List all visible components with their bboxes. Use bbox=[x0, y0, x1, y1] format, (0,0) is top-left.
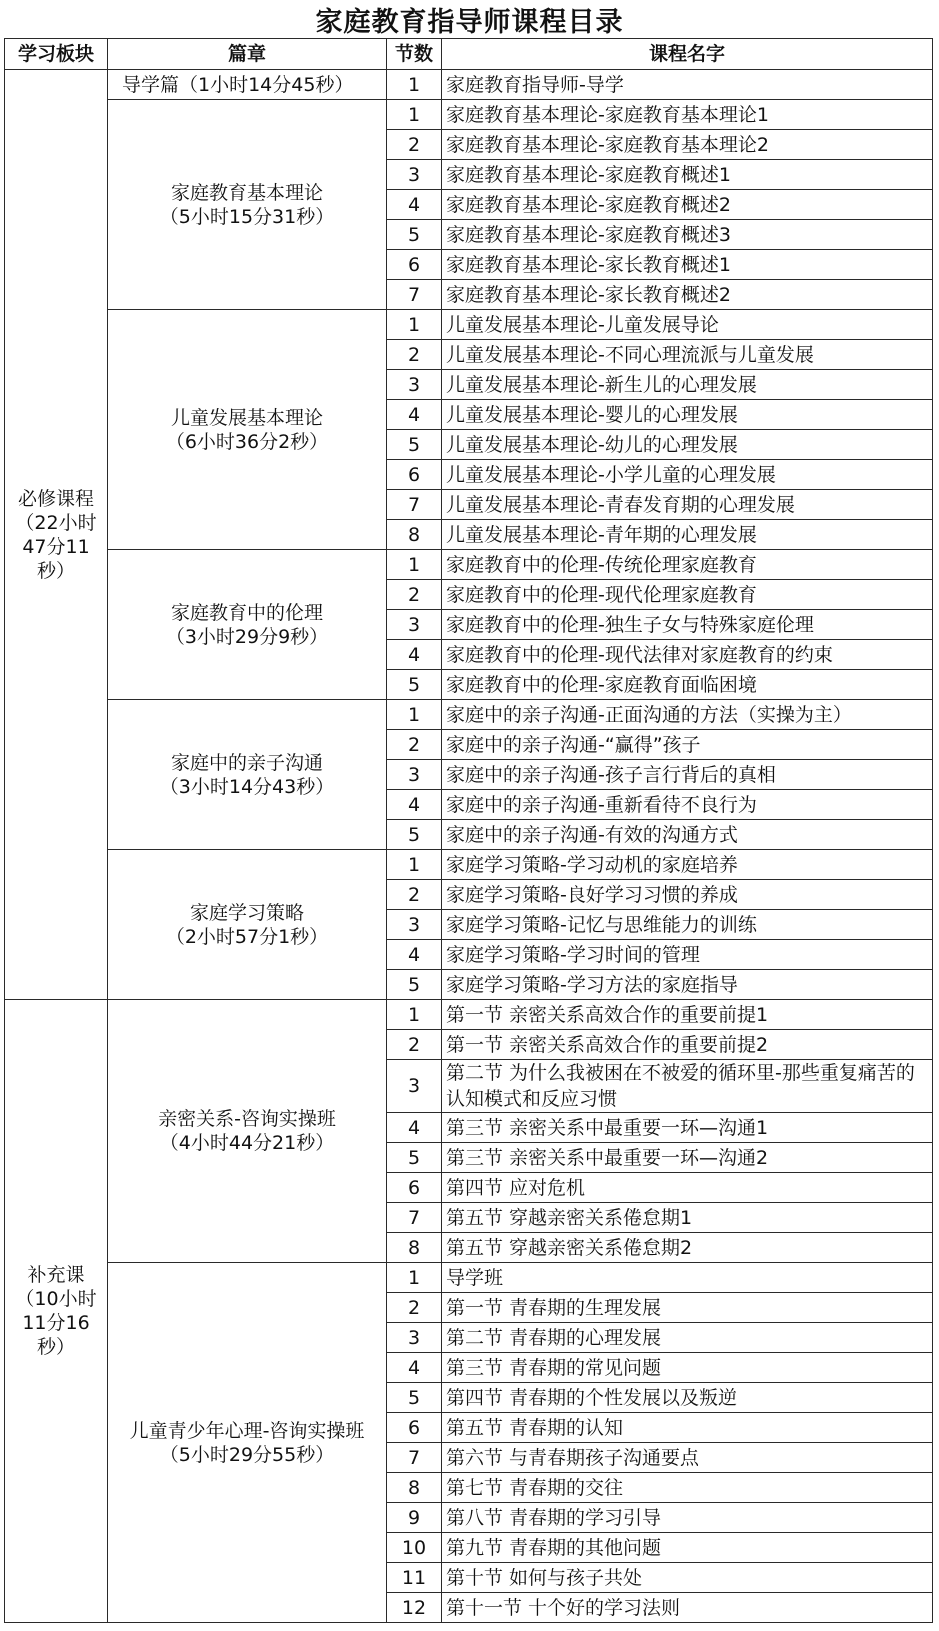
lesson-number: 10 bbox=[387, 1533, 442, 1563]
lesson-number: 5 bbox=[387, 1143, 442, 1173]
lesson-number: 2 bbox=[387, 880, 442, 910]
lesson-number: 9 bbox=[387, 1503, 442, 1533]
course-name: 第九节 青春期的其他问题 bbox=[442, 1533, 933, 1563]
lesson-number: 5 bbox=[387, 970, 442, 1000]
chapter-duration: （3小时29分9秒） bbox=[165, 625, 329, 648]
block-duration: 47分11 bbox=[22, 535, 90, 558]
lesson-number: 4 bbox=[387, 790, 442, 820]
chapter-cell bbox=[108, 70, 387, 100]
lesson-number: 3 bbox=[387, 760, 442, 790]
lesson-number: 4 bbox=[387, 400, 442, 430]
lesson-number: 7 bbox=[387, 490, 442, 520]
chapter-name: 儿童发展基本理论 bbox=[170, 406, 323, 429]
course-name: 家庭教育中的伦理-现代伦理家庭教育 bbox=[442, 580, 933, 610]
lesson-number: 2 bbox=[387, 1030, 442, 1060]
chapter-cell bbox=[108, 1000, 387, 1263]
course-name: 儿童发展基本理论-儿童发展导论 bbox=[442, 310, 933, 340]
chapter-name: 亲密关系-咨询实操班 bbox=[158, 1108, 336, 1130]
lesson-number: 5 bbox=[387, 1383, 442, 1413]
lesson-number: 7 bbox=[387, 1443, 442, 1473]
header-row bbox=[5, 39, 933, 70]
chapter-cell bbox=[108, 310, 387, 550]
course-name: 家庭教育中的伦理-传统伦理家庭教育 bbox=[442, 550, 933, 580]
lesson-number: 2 bbox=[387, 730, 442, 760]
block-duration: 11分16 bbox=[22, 1312, 90, 1334]
course-name: 儿童发展基本理论-幼儿的心理发展 bbox=[442, 430, 933, 460]
course-name: 第十节 如何与孩子共处 bbox=[442, 1563, 933, 1593]
lesson-number: 12 bbox=[387, 1593, 442, 1623]
course-name: 第六节 与青春期孩子沟通要点 bbox=[442, 1443, 933, 1473]
chapter-cell bbox=[108, 550, 387, 700]
chapter-name: 家庭中的亲子沟通 bbox=[170, 751, 323, 774]
header-block: 学习板块 bbox=[5, 39, 108, 70]
header-lesson-number: 节数 bbox=[387, 39, 442, 70]
chapter-cell bbox=[108, 850, 387, 1000]
lesson-number: 2 bbox=[387, 1293, 442, 1323]
table-row bbox=[5, 1000, 933, 1030]
chapter-name: 家庭学习策略 bbox=[189, 901, 304, 924]
course-name: 儿童发展基本理论-青年期的心理发展 bbox=[442, 520, 933, 550]
course-name: 第一节 亲密关系高效合作的重要前提1 bbox=[442, 1000, 933, 1030]
chapter-duration: （5小时15分31秒） bbox=[159, 205, 335, 228]
lesson-number: 6 bbox=[387, 1173, 442, 1203]
lesson-number: 2 bbox=[387, 340, 442, 370]
chapter-name: 家庭教育基本理论 bbox=[170, 181, 323, 204]
lesson-number: 3 bbox=[387, 910, 442, 940]
block-name: 补充课 bbox=[27, 1264, 85, 1286]
course-name: 家庭教育中的伦理-独生子女与特殊家庭伦理 bbox=[442, 610, 933, 640]
course-name: 第四节 青春期的个性发展以及叛逆 bbox=[442, 1383, 933, 1413]
chapter-duration: （3小时14分43秒） bbox=[159, 775, 335, 798]
course-name: 家庭中的亲子沟通-有效的沟通方式 bbox=[442, 820, 933, 850]
block-duration: 秒） bbox=[36, 559, 75, 582]
lesson-number: 3 bbox=[387, 160, 442, 190]
course-name: 儿童发展基本理论-新生儿的心理发展 bbox=[442, 370, 933, 400]
course-name: 家庭中的亲子沟通-“赢得”孩子 bbox=[442, 730, 933, 760]
course-name: 儿童发展基本理论-小学儿童的心理发展 bbox=[442, 460, 933, 490]
course-name: 第一节 亲密关系高效合作的重要前提2 bbox=[442, 1030, 933, 1060]
lesson-number: 7 bbox=[387, 1203, 442, 1233]
chapter-cell bbox=[108, 100, 387, 310]
course-name: 家庭教育中的伦理-现代法律对家庭教育的约束 bbox=[442, 640, 933, 670]
lesson-number: 4 bbox=[387, 640, 442, 670]
course-name: 儿童发展基本理论-青春发育期的心理发展 bbox=[442, 490, 933, 520]
course-name: 家庭教育中的伦理-家庭教育面临困境 bbox=[442, 670, 933, 700]
chapter-cell bbox=[108, 700, 387, 850]
course-table bbox=[4, 38, 933, 1623]
lesson-number: 1 bbox=[387, 100, 442, 130]
table-row bbox=[5, 1263, 933, 1293]
block-duration: （22小时 bbox=[15, 511, 97, 534]
chapter-duration: （5小时29分55秒） bbox=[159, 1443, 335, 1466]
course-name: 家庭学习策略-学习时间的管理 bbox=[442, 940, 933, 970]
lesson-number: 1 bbox=[387, 310, 442, 340]
block-duration: （10小时 bbox=[15, 1288, 97, 1310]
course-name: 家庭学习策略-学习动机的家庭培养 bbox=[442, 850, 933, 880]
lesson-number: 4 bbox=[387, 190, 442, 220]
course-name: 家庭中的亲子沟通-重新看待不良行为 bbox=[442, 790, 933, 820]
lesson-number: 5 bbox=[387, 220, 442, 250]
course-name: 第二节 青春期的心理发展 bbox=[442, 1323, 933, 1353]
course-name: 第三节 亲密关系中最重要一环—沟通2 bbox=[442, 1143, 933, 1173]
table-body bbox=[5, 70, 933, 1623]
table-row bbox=[5, 700, 933, 730]
course-name: 儿童发展基本理论-婴儿的心理发展 bbox=[442, 400, 933, 430]
table-row bbox=[5, 550, 933, 580]
chapter-duration: （2小时57分1秒） bbox=[165, 925, 329, 948]
lesson-number: 8 bbox=[387, 520, 442, 550]
lesson-number: 1 bbox=[387, 1263, 442, 1293]
course-name: 第三节 青春期的常见问题 bbox=[442, 1353, 933, 1383]
course-name: 第五节 穿越亲密关系倦怠期2 bbox=[442, 1233, 933, 1263]
lesson-number: 2 bbox=[387, 130, 442, 160]
block-duration: 秒） bbox=[36, 1336, 75, 1358]
table-row bbox=[5, 70, 933, 100]
course-name: 第八节 青春期的学习引导 bbox=[442, 1503, 933, 1533]
lesson-number: 2 bbox=[387, 580, 442, 610]
table-row bbox=[5, 850, 933, 880]
course-name: 第二节 为什么我被困在不被爱的循环里-那些重复痛苦的认知模式和反应习惯 bbox=[442, 1060, 933, 1113]
lesson-number: 4 bbox=[387, 940, 442, 970]
chapter-cell bbox=[108, 1263, 387, 1623]
course-name: 家庭学习策略-良好学习习惯的养成 bbox=[442, 880, 933, 910]
lesson-number: 3 bbox=[387, 370, 442, 400]
course-name: 家庭教育基本理论-家庭教育基本理论2 bbox=[442, 130, 933, 160]
block-cell bbox=[5, 70, 108, 1000]
lesson-number: 5 bbox=[387, 670, 442, 700]
course-name: 第七节 青春期的交往 bbox=[442, 1473, 933, 1503]
course-name: 第十一节 十个好的学习法则 bbox=[442, 1593, 933, 1623]
course-name: 第五节 青春期的认知 bbox=[442, 1413, 933, 1443]
lesson-number: 8 bbox=[387, 1473, 442, 1503]
lesson-number: 4 bbox=[387, 1353, 442, 1383]
chapter-name: 家庭教育中的伦理 bbox=[170, 601, 323, 624]
course-name: 家庭教育基本理论-家长教育概述2 bbox=[442, 280, 933, 310]
course-name: 第一节 青春期的生理发展 bbox=[442, 1293, 933, 1323]
course-name: 家庭教育基本理论-家庭教育概述3 bbox=[442, 220, 933, 250]
lesson-number: 1 bbox=[387, 550, 442, 580]
course-name: 儿童发展基本理论-不同心理流派与儿童发展 bbox=[442, 340, 933, 370]
lesson-number: 3 bbox=[387, 1323, 442, 1353]
lesson-number: 8 bbox=[387, 1233, 442, 1263]
lesson-number: 6 bbox=[387, 250, 442, 280]
chapter-name: 导学篇（1小时14分45秒） bbox=[122, 73, 354, 96]
lesson-number: 4 bbox=[387, 1113, 442, 1143]
lesson-number: 1 bbox=[387, 70, 442, 100]
lesson-number: 1 bbox=[387, 1000, 442, 1030]
course-name: 家庭学习策略-学习方法的家庭指导 bbox=[442, 970, 933, 1000]
chapter-name: 儿童青少年心理-咨询实操班 bbox=[129, 1419, 365, 1442]
lesson-number: 7 bbox=[387, 280, 442, 310]
lesson-number: 1 bbox=[387, 850, 442, 880]
lesson-number: 5 bbox=[387, 820, 442, 850]
page-title: 家庭教育指导师课程目录 bbox=[315, 6, 624, 38]
course-name: 家庭中的亲子沟通-孩子言行背后的真相 bbox=[442, 760, 933, 790]
lesson-number: 3 bbox=[387, 610, 442, 640]
course-name: 导学班 bbox=[442, 1263, 933, 1293]
lesson-number: 5 bbox=[387, 430, 442, 460]
chapter-duration: （6小时36分2秒） bbox=[165, 430, 329, 453]
header-course-name: 课程名字 bbox=[442, 39, 933, 70]
course-name: 家庭教育基本理论-家长教育概述1 bbox=[442, 250, 933, 280]
header-chapter: 篇章 bbox=[108, 39, 387, 70]
course-name: 第三节 亲密关系中最重要一环—沟通1 bbox=[442, 1113, 933, 1143]
lesson-number: 6 bbox=[387, 1413, 442, 1443]
course-name: 第五节 穿越亲密关系倦怠期1 bbox=[442, 1203, 933, 1233]
course-name: 家庭教育基本理论-家庭教育基本理论1 bbox=[442, 100, 933, 130]
course-name: 家庭中的亲子沟通-正面沟通的方法（实操为主） bbox=[442, 700, 933, 730]
lesson-number: 11 bbox=[387, 1563, 442, 1593]
course-name: 家庭教育基本理论-家庭教育概述1 bbox=[442, 160, 933, 190]
lesson-number: 6 bbox=[387, 460, 442, 490]
block-name: 必修课程 bbox=[17, 487, 94, 510]
course-name: 家庭教育基本理论-家庭教育概述2 bbox=[442, 190, 933, 220]
table-row bbox=[5, 100, 933, 130]
lesson-number: 3 bbox=[387, 1060, 442, 1113]
lesson-number: 1 bbox=[387, 700, 442, 730]
course-name: 家庭教育指导师-导学 bbox=[442, 70, 933, 100]
table-row bbox=[5, 310, 933, 340]
chapter-duration: （4小时44分21秒） bbox=[159, 1132, 335, 1154]
course-name: 家庭学习策略-记忆与思维能力的训练 bbox=[442, 910, 933, 940]
block-cell bbox=[5, 1000, 108, 1623]
course-name: 第四节 应对危机 bbox=[442, 1173, 933, 1203]
